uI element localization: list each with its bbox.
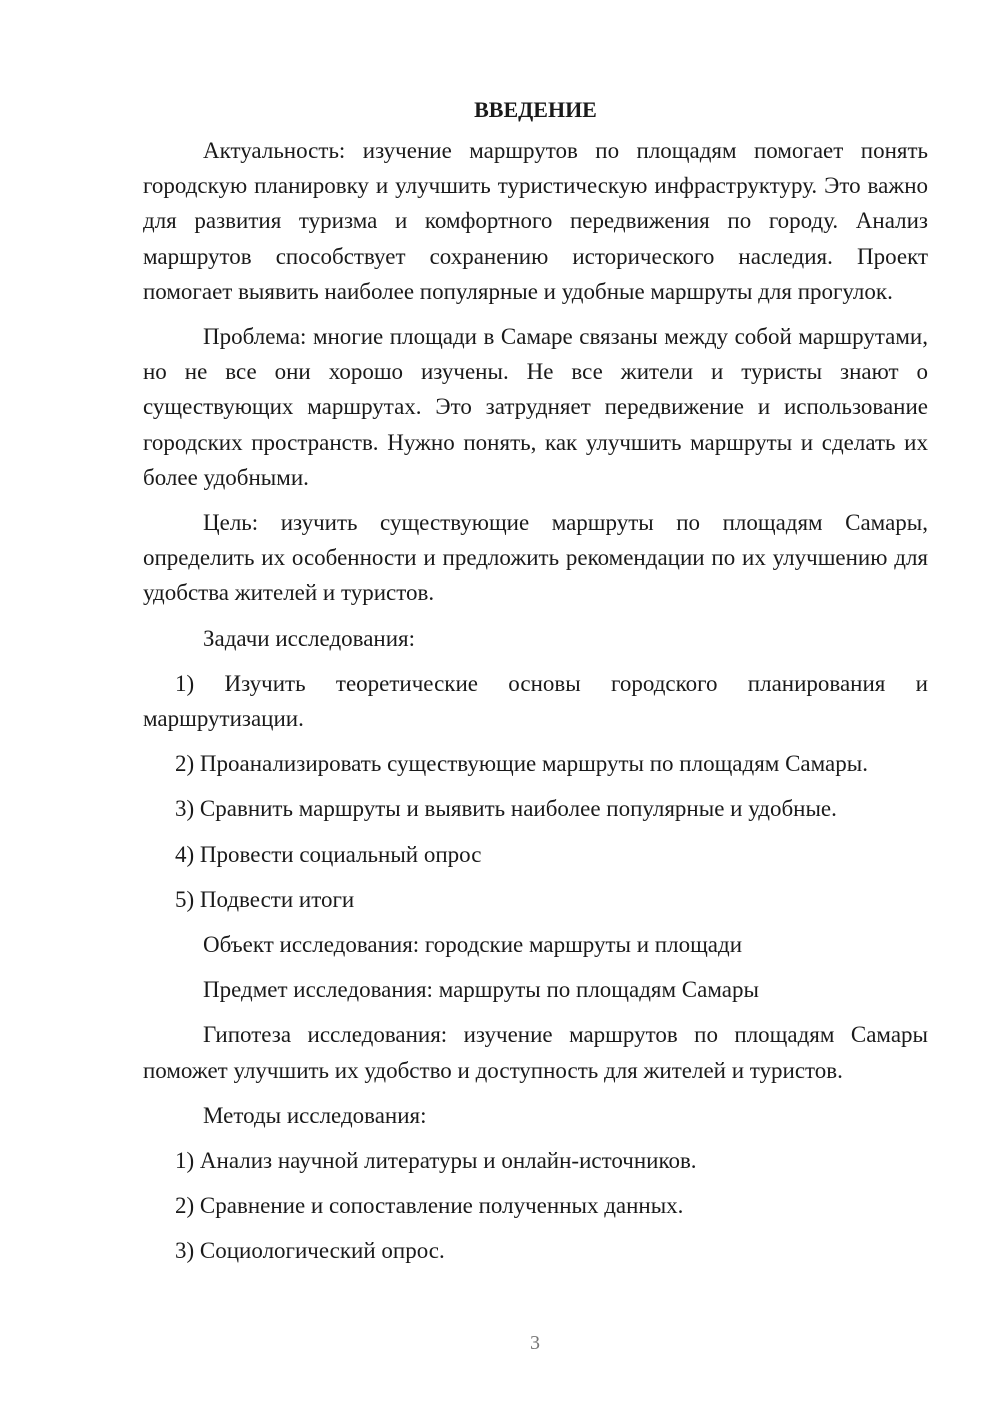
research-object: Объект исследования: городские маршруты и площади bbox=[203, 932, 743, 958]
methods-heading: Методы исследования: bbox=[203, 1102, 427, 1128]
task-item: 1) Изучить теоретические основы городского планирования и маршрутизации. bbox=[143, 670, 928, 732]
page-title: ВВЕДЕНИЕ bbox=[474, 97, 597, 122]
page-number: 3 bbox=[530, 1332, 540, 1354]
task-item: 2) Проанализировать существующие маршруты по площадям Самары. bbox=[175, 751, 868, 777]
hypothesis-paragraph: Гипотеза исследования: изучение маршрутов по площадям Самары поможет улучшить их удобство и доступность для жителей и туристов. bbox=[143, 1022, 928, 1083]
task-item: 3) Сравнить маршруты и выявить наиболее популярные и удобные. bbox=[175, 796, 837, 822]
task-item: 5) Подвести итоги bbox=[175, 886, 355, 912]
problem-paragraph: Проблема: многие площади в Самаре связаны между собой маршрутами, но не все они хорошо изучены. Не все жители и туристы знают о существующих маршрутах. Это затрудняет передвижение и использование городских пространств. Нужно понять, как улучшить маршруты и сделать их более удобными. bbox=[143, 324, 928, 490]
method-item: 2) Сравнение и сопоставление полученных данных. bbox=[175, 1193, 684, 1219]
tasks-heading: Задачи исследования: bbox=[203, 625, 416, 651]
document-page bbox=[143, 92, 928, 1279]
method-item: 3) Социологический опрос. bbox=[175, 1238, 445, 1264]
goal-paragraph: Цель: изучить существующие маршруты по площадям Самары, определить их особенности и предложить рекомендации по их улучшению для удобства жителей и туристов. bbox=[143, 510, 928, 606]
task-item: 4) Провести социальный опрос bbox=[175, 841, 482, 867]
method-item: 1) Анализ научной литературы и онлайн-источников. bbox=[175, 1148, 697, 1174]
actuality-paragraph: Актуальность: изучение маршрутов по площадям помогает понять городскую планировку и улучшить туристическую инфраструктуру. Это важно для развития туризма и комфортного передвижения по городу. Анализ маршрутов способствует сохранению исторического наследия. Проект помогает выявить наиболее популярные и удобные маршруты для прогулок. bbox=[143, 138, 928, 304]
research-subject: Предмет исследования: маршруты по площадям Самары bbox=[203, 977, 759, 1003]
